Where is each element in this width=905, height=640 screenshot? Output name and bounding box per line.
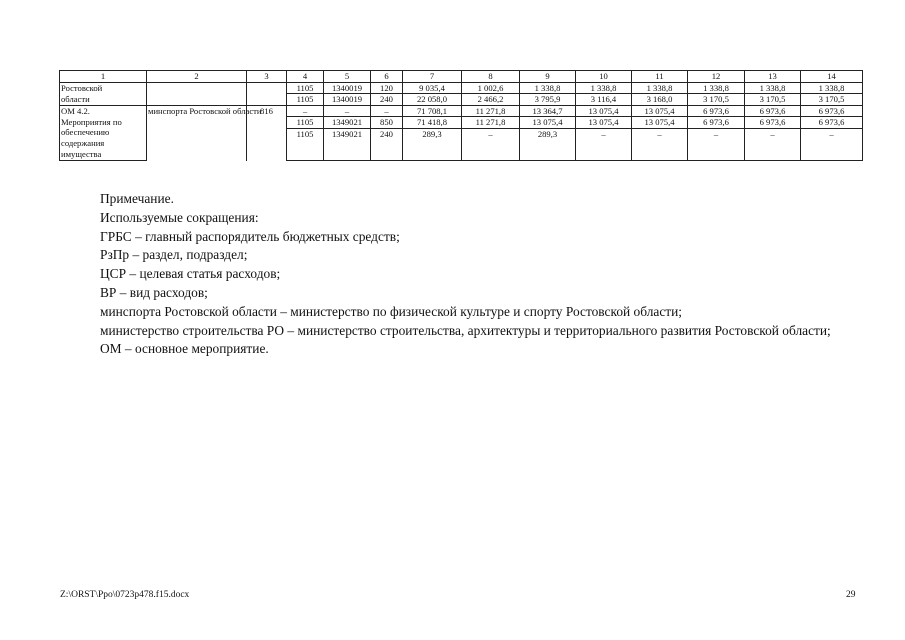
table-cell: 240 [371,128,403,139]
table-cell: 1340019 [324,94,371,106]
table-cell: 6 973,6 [801,117,863,129]
table-cell: 120 [371,82,403,94]
table-header-row [60,71,863,83]
header-cell: 2 [147,71,247,83]
table-cell: 9 035,4 [403,82,462,94]
table-row [60,105,863,117]
table-cell: 13 075,4 [576,117,632,129]
table-cell: 3 170,5 [801,94,863,106]
table-cell: 1340019 [324,82,371,94]
table-cell: 1 338,8 [745,82,801,94]
table-cell: 850 [371,117,403,129]
table-cell: 289,3 [520,128,576,139]
table-cell: – [745,128,801,139]
table-cell: 71 708,1 [403,105,462,117]
notes-heading: Примечание. [100,191,174,206]
table-cell: 3 116,4 [576,94,632,106]
table-cell: 6 973,6 [688,105,745,117]
header-cell: 8 [462,71,520,83]
table-cell: 6 973,6 [801,105,863,117]
header-cell: 11 [632,71,688,83]
table-cell: 6 973,6 [745,117,801,129]
table-cell: 1349021 [324,117,371,129]
table-row [60,82,863,94]
executor-cell [147,94,247,106]
measure-code-cell: ОМ 4.2. [60,105,147,117]
table-cell: 1 338,8 [688,82,745,94]
abbreviation-item: ЦСР – целевая статья расходов; [100,266,281,282]
header-cell: 9 [520,71,576,83]
table-cell: 3 168,0 [632,94,688,106]
table-cell: 13 075,4 [632,117,688,129]
budget-table [59,70,863,161]
table-cell: 13 075,4 [576,105,632,117]
program-name-cell: области [60,94,147,106]
table-cell: 1105 [287,94,324,106]
abbreviation-item: министерство строительства РО – министерство строительства, архитектуры и территориального развития Ростовской области; [100,322,831,338]
table-cell: 1105 [287,82,324,94]
header-cell: 7 [403,71,462,83]
table-cell: 11 271,8 [462,105,520,117]
grbs-cell [247,82,287,94]
header-cell: 12 [688,71,745,83]
table-cell: 1 338,8 [632,82,688,94]
table-cell: 3 170,5 [745,94,801,106]
table-cell: 22 058,0 [403,94,462,106]
table-cell: – [632,128,688,139]
grbs-cell: 816 [247,105,287,160]
table-cell: 13 075,4 [520,117,576,129]
table-cell: 6 973,6 [745,105,801,117]
page-number: 29 [846,590,856,600]
table-cell: 6 973,6 [688,117,745,129]
table-cell: – [324,105,371,117]
executor-cell: минспорта Ростовской области [147,105,247,160]
abbreviation-item: ВР – вид расходов; [100,284,208,300]
table-cell: 11 271,8 [462,117,520,129]
abbreviation-item: ОМ – основное мероприятие. [100,341,269,357]
abbreviation-item: ГРБС – главный распорядитель бюджетных средств; [100,228,400,244]
header-cell: 14 [801,71,863,83]
measure-name-cell: Мероприятия по обеспечению содержания имущества [60,117,147,161]
table-cell: 13 364,7 [520,105,576,117]
abbreviation-item: РзПр – раздел, подраздел; [100,247,248,263]
abbreviation-item: минспорта Ростовской области – министерство по физической культуре и спорту Ростовской области; [100,303,683,319]
table-cell: 13 075,4 [632,105,688,117]
header-cell: 5 [324,71,371,83]
table-cell: – [576,128,632,139]
header-cell: 10 [576,71,632,83]
header-cell: 1 [60,71,147,83]
table-cell: 3 170,5 [688,94,745,106]
table-cell: 1 338,8 [520,82,576,94]
executor-cell [147,82,247,94]
table-cell: 289,3 [403,128,462,139]
header-cell: 3 [247,71,287,83]
table-cell: – [801,128,863,139]
table-cell: – [462,128,520,139]
notes-section [60,190,860,359]
footer-file-path: Z:\ORST\Ppo\0723p478.f15.docx [60,590,190,600]
table-cell: – [688,128,745,139]
table-cell: 1105 [287,117,324,129]
program-name-cell: Ростовской [60,82,147,94]
header-cell: 4 [287,71,324,83]
table-row [60,94,863,106]
table-cell: 3 795,9 [520,94,576,106]
table-cell: 1 338,8 [576,82,632,94]
grbs-cell [247,94,287,106]
table-cell: 240 [371,94,403,106]
table-cell: 2 466,2 [462,94,520,106]
notes-intro: Используемые сокращения: [100,209,259,225]
table-cell: 1105 [287,128,324,139]
header-cell: 6 [371,71,403,83]
table-cell: 1 338,8 [801,82,863,94]
table-cell: 1 002,6 [462,82,520,94]
table-cell: 71 418,8 [403,117,462,129]
table-cell: 1349021 [324,128,371,139]
table-cell: – [371,105,403,117]
table-cell: – [287,105,324,117]
header-cell: 13 [745,71,801,83]
